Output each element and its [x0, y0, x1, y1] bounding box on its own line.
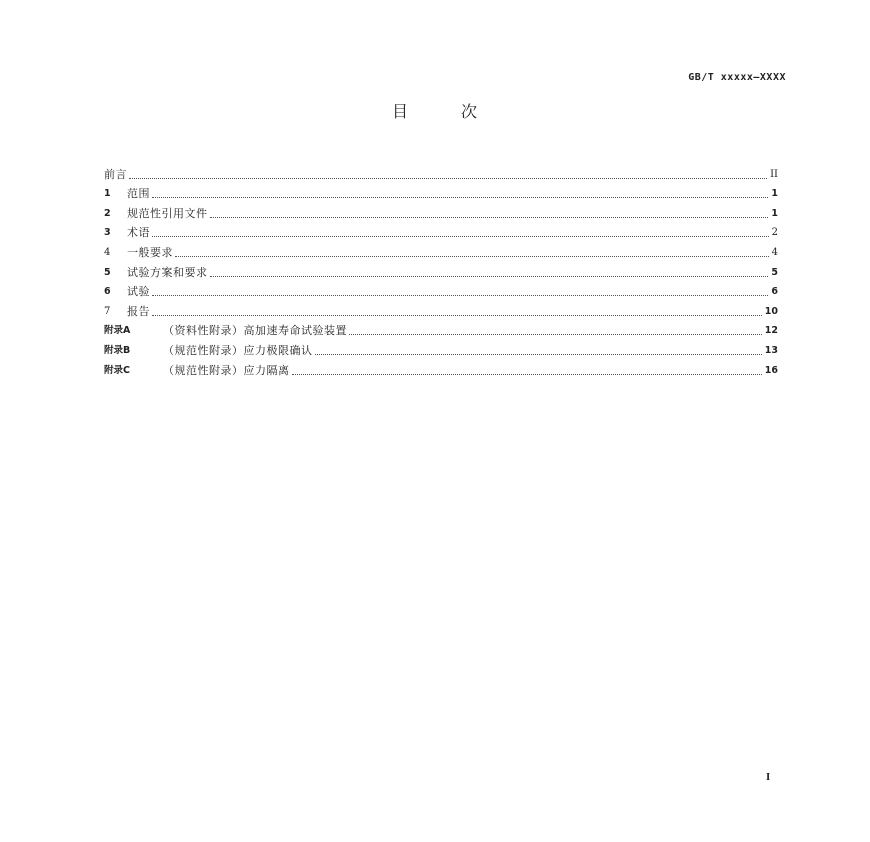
toc-entry-normative-references[interactable]: [104, 201, 778, 221]
toc-entry-label: 术语: [127, 226, 150, 240]
page-number: I: [766, 773, 771, 783]
toc-entry-foreword[interactable]: [104, 162, 778, 182]
toc-entry-number: 2: [104, 207, 111, 219]
toc-entry-annex-b[interactable]: [104, 338, 778, 358]
toc-entry-page: 12: [764, 325, 778, 337]
toc-entry-page: 4: [771, 246, 778, 258]
toc-entry-number: 5: [104, 266, 111, 278]
toc-entry-label: 一般要求: [127, 245, 173, 259]
toc-leader-dots: [175, 255, 769, 257]
toc-entry-number: 1: [104, 188, 111, 200]
toc-entry-scope[interactable]: [104, 182, 778, 202]
toc-leader-dots: [152, 235, 769, 237]
toc-entry-label: （规范性附录）应力极限确认: [163, 343, 313, 357]
toc-entry-page: II: [770, 168, 778, 180]
toc-entry-page: 2: [771, 227, 778, 239]
toc-entry-label: 试验方案和要求: [127, 265, 208, 279]
toc-entry-page: 5: [771, 266, 778, 278]
toc-entry-label: 范围: [127, 187, 150, 201]
toc-entry-test-plan[interactable]: [104, 260, 778, 280]
toc-entry-page: 13: [764, 344, 778, 356]
toc-entry-number: 3: [104, 227, 111, 239]
toc-entry-page: 10: [764, 305, 778, 317]
toc-leader-dots: [349, 333, 762, 335]
toc-entry-annex-c[interactable]: [104, 358, 778, 378]
toc-entry-label: 前言: [104, 167, 127, 181]
toc-entry-number: 6: [104, 286, 111, 298]
toc-leader-dots: [129, 177, 767, 179]
toc-leader-dots: [152, 294, 768, 296]
toc-leader-dots: [152, 196, 768, 198]
toc-entry-number: 附录B: [104, 344, 131, 356]
toc-leader-dots: [210, 275, 769, 277]
toc-title: 目 次: [391, 102, 479, 121]
toc-leader-dots: [315, 353, 762, 355]
toc-entry-annex-a[interactable]: [104, 319, 778, 339]
toc-entry-number: 4: [104, 246, 111, 258]
toc-entry-page: 1: [771, 188, 778, 200]
toc-entry-report[interactable]: [104, 299, 778, 319]
toc-entry-number: 附录A: [104, 325, 131, 337]
toc-entry-label: 规范性引用文件: [127, 206, 208, 220]
toc-entry-label: （资料性附录）高加速寿命试验装置: [163, 324, 347, 338]
toc-entry-label: 报告: [127, 304, 150, 318]
standard-code: GB/T xxxxx—XXXX: [688, 72, 786, 83]
toc-entry-page: 1: [771, 207, 778, 219]
toc-entry-page: 6: [771, 286, 778, 298]
toc-leader-dots: [152, 314, 762, 316]
toc-leader-dots: [292, 373, 762, 375]
toc-entry-page: 16: [764, 364, 778, 376]
toc-entry-number: 附录C: [104, 364, 130, 376]
toc-entry-test[interactable]: [104, 280, 778, 300]
toc-list: [104, 162, 778, 378]
toc-entry-label: 试验: [127, 285, 150, 299]
toc-entry-terms[interactable]: [104, 221, 778, 241]
toc-entry-number: 7: [104, 305, 111, 317]
toc-entry-general-requirements[interactable]: [104, 240, 778, 260]
toc-entry-label: （规范性附录）应力隔离: [163, 363, 290, 377]
toc-leader-dots: [210, 216, 769, 218]
